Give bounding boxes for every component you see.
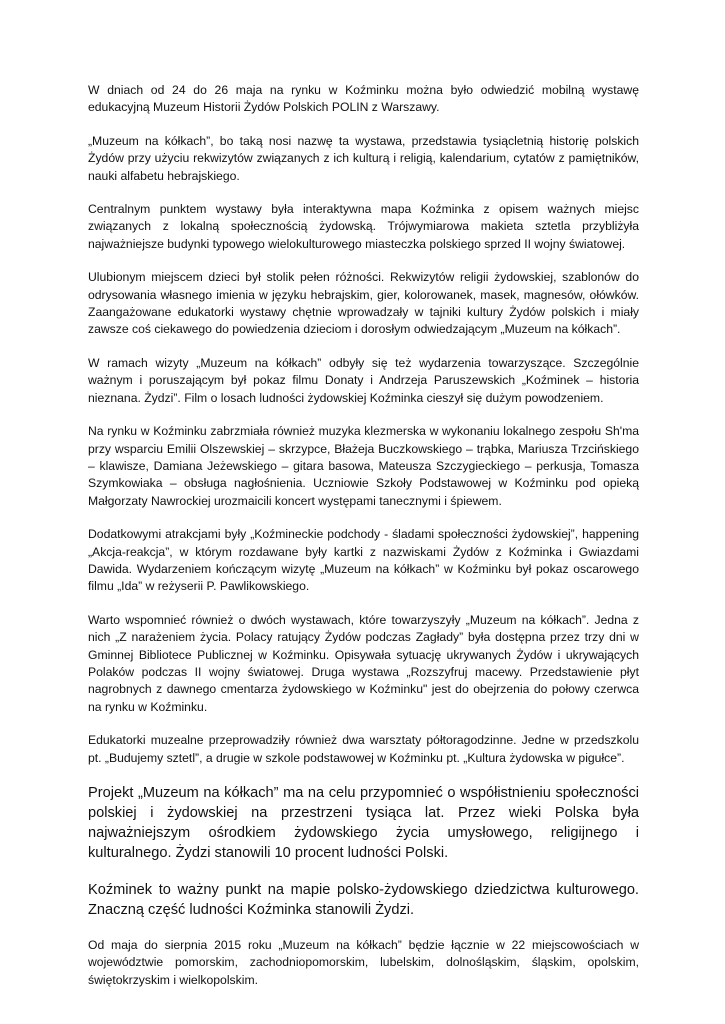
- document-body: [88, 82, 639, 1005]
- paragraph-workshops: Edukatorki muzealne przeprowadziły również dwa warsztaty półtoragodzinne. Jedne w przedszkolu pt. „Budujemy sztetl”, a drugie w szkole podstawowej w Koźminku pt. „Kultura żydowska w pigułce”.: [88, 733, 639, 765]
- paragraph-two-exhibitions: Warto wspomnieć również o dwóch wystawach, które towarzyszyły „Muzeum na kółkach”. Jedna z nich „Z narażeniem życia. Polacy ratujący Żydów podczas Zagłady” była dostępna przez trzy dni w Gminnej Bibliotece Publicznej w Koźminku. Opisywała sytuację ukrywanych Żydów i ukrywających Polaków podczas II wojny światowej. Druga wystawa „Rozszyfruj macewy. Przedstawienie płyt nagrobnych z dawnego cmentarza żydowskiego w Koźminku" jest do obejrzenia do połowy czerwca na rynku w Koźminku.: [88, 612, 639, 714]
- paragraph-kozminek-heritage: Koźminek to ważny punkt na mapie polsko-żydowskiego dziedzictwa kulturowego. Znaczną część ludności Koźminka stanowili Żydzi.: [88, 882, 639, 918]
- paragraph-children-table: Ulubionym miejscem dzieci był stolik pełen różności. Rekwizytów religii żydowskiej, szablonów do odrysowania własnego imienia w języku hebrajskim, gier, kolorowanek, masek, magnesów, ołówków. Zaangażowane edukatorki wystawy chętnie wprowadzały w tajniki kultury Żydów polskich i miały zawsze coś ciekawego do powiedzenia dzieciom i dorosłym odwiedzającym „Muzeum na kółkach”.: [88, 270, 639, 337]
- paragraph-interactive-map: Centralnym punktem wystawy była interaktywna mapa Koźminka z opisem ważnych miejsc związanych z lokalną społecznością żydowską. Trójwymiarowa makieta sztetla przybliżyła najważniejsze budynki typowego wielokulturowego miasteczka polskiego sprzed II wojny światowej.: [88, 202, 639, 251]
- paragraph-exhibition-description: „Muzeum na kółkach”, bo taką nosi nazwę ta wystawa, przedstawia tysiącletnią historię polskich Żydów przy użyciu rekwizytów związanych z ich kulturą i religią, kalendarium, cytatów z pamiętników, nauki alfabetu hebrajskiego.: [88, 133, 639, 183]
- paragraph-intro: W dniach od 24 do 26 maja na rynku w Koźminku można było odwiedzić mobilną wystawę edukacyjną Muzeum Historii Żydów Polskich POLIN z Warszawy.: [88, 83, 639, 115]
- paragraph-accompanying-events: W ramach wizyty „Muzeum na kółkach” odbyły się też wydarzenia towarzyszące. Szczególnie ważnym i poruszającym był pokaz filmu Donaty i Andrzeja Paruszewskich „Koźminek – historia nieznana. Żydzi”. Film o losach ludności żydowskiej Koźminka cieszył się dużym powodzeniem.: [88, 355, 639, 405]
- paragraph-tour-schedule: Od maja do sierpnia 2015 roku „Muzeum na kółkach” będzie łącznie w 22 miejscowościach w województwie pomorskim, zachodniopomorskim, lubelskim, dolnośląskim, śląskim, opolskim, świętokrzyskim i wielkopolskim.: [88, 938, 639, 987]
- paragraph-project-goal: Projekt „Muzeum na kółkach” ma na celu przypomnieć o współistnieniu społeczności polskiej i żydowskiej na przestrzeni tysiąca lat. Przez wieki Polska była najważniejszym ośrodkiem żydowskiego życia umysłowego, religijnego i kulturalnego. Żydzi stanowili 10 procent ludności Polski.: [88, 785, 639, 861]
- paragraph-additional-attractions: Dodatkowymi atrakcjami były „Koźmineckie podchody - śladami społeczności żydowskiej”, happening „Akcja-reakcja”, w którym rozdawane były kartki z nazwiskami Żydów z Koźminka i Gwiazdami Dawida. Wydarzeniem kończącym wizytę „Muzeum na kółkach” w Koźminku był pokaz oscarowego filmu „Ida” w reżyserii P. Pawlikowskiego.: [88, 527, 639, 594]
- paragraph-klezmer-music: Na rynku w Koźminku zabrzmiała również muzyka klezmerska w wykonaniu lokalnego zespołu Sh'ma przy wsparciu Emilii Olszewskiej – skrzypce, Błażeja Buczkowskiego – trąbka, Mariusza Trzcińskiego – klawisze, Damiana Jeżewskiego – gitara basowa, Mateusza Szczygieckiego – perkusja, Tomasza Szymkowiaka – obsługa nagłośnienia. Uczniowie Szkoły Podstawowej w Koźminku pod opieką Małgorzaty Nawrockiej urozmaicili koncert występami tanecznymi i śpiewem.: [88, 424, 639, 508]
